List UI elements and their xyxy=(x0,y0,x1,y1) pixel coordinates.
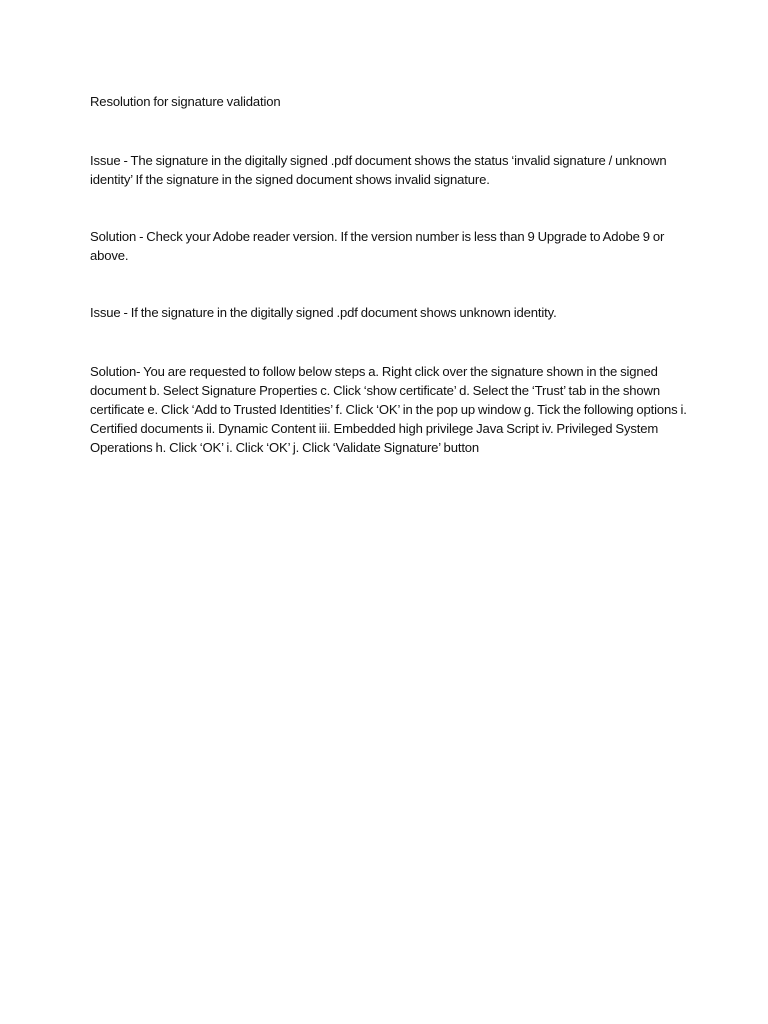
issue-paragraph-unknown-identity: Issue - If the signature in the digitally signed .pdf document shows unknown identity. xyxy=(90,305,557,320)
document-title: Resolution for signature validation xyxy=(90,94,281,109)
solution-paragraph-trust-steps: Solution- You are requested to follow below steps a. Right click over the signature shown in the signed document b. Select Signature Properties c. Click ‘show certificate’ d. Select the ‘Trust’ tab in the shown certificate e. Click ‘Add to Trusted Identities’ f. Click ‘OK’ in the pop up window g. Tick the following options i. Certified documents ii. Dynamic Content iii. Embedded high privilege Java Script iv. Privileged System Operations h. Click ‘OK’ i. Click ‘OK’ j. Click ‘Validate Signature’ button xyxy=(90,364,687,455)
solution-paragraph-adobe-version: Solution - Check your Adobe reader version. If the version number is less than 9 Upgrade to Adobe 9 or above. xyxy=(90,229,665,263)
issue-paragraph-invalid-signature: Issue - The signature in the digitally signed .pdf document shows the status ‘invalid signature / unknown identity’ If the signature in the signed document shows invalid signature. xyxy=(90,153,667,187)
